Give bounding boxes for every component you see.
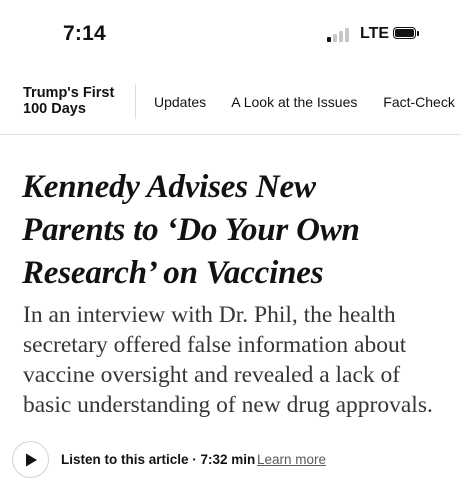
battery-icon: [393, 27, 420, 41]
status-bar: [0, 0, 461, 70]
listen-label[interactable]: Listen to this article · 7:32 min: [61, 452, 256, 467]
article-summary: [23, 300, 455, 420]
headline-line: Kennedy Advises New: [22, 169, 316, 205]
learn-more-link[interactable]: Learn more: [257, 452, 327, 467]
section-title-line: Trump's First: [23, 85, 115, 101]
network-type: LTE: [360, 25, 390, 42]
headline-line: Parents to ‘Do Your Own: [22, 212, 360, 248]
summary-line: secretary offered false information about: [23, 332, 407, 358]
play-icon: [25, 453, 38, 467]
nav-divider: [135, 84, 136, 119]
nav-links: [154, 94, 461, 110]
headline-line: Research’ on Vaccines: [22, 255, 324, 291]
nav-link-updates[interactable]: Updates: [154, 94, 207, 110]
cellular-signal-icon: [327, 28, 353, 42]
section-title[interactable]: [23, 85, 114, 117]
section-title-line: 100 Days: [23, 101, 86, 117]
nav-link-fact-check[interactable]: Fact-Check: [383, 94, 455, 110]
listen-bar: [12, 441, 452, 479]
summary-line: vaccine oversight and revealed a lack of: [23, 362, 401, 388]
play-button[interactable]: [12, 441, 49, 478]
summary-line: In an interview with Dr. Phil, the health: [23, 302, 396, 328]
section-nav: [0, 74, 461, 135]
article-headline: [22, 166, 452, 295]
summary-line: basic understanding of new drug approvals.: [23, 392, 433, 418]
status-time: 7:14: [63, 22, 106, 45]
nav-link-issues[interactable]: A Look at the Issues: [231, 94, 358, 110]
